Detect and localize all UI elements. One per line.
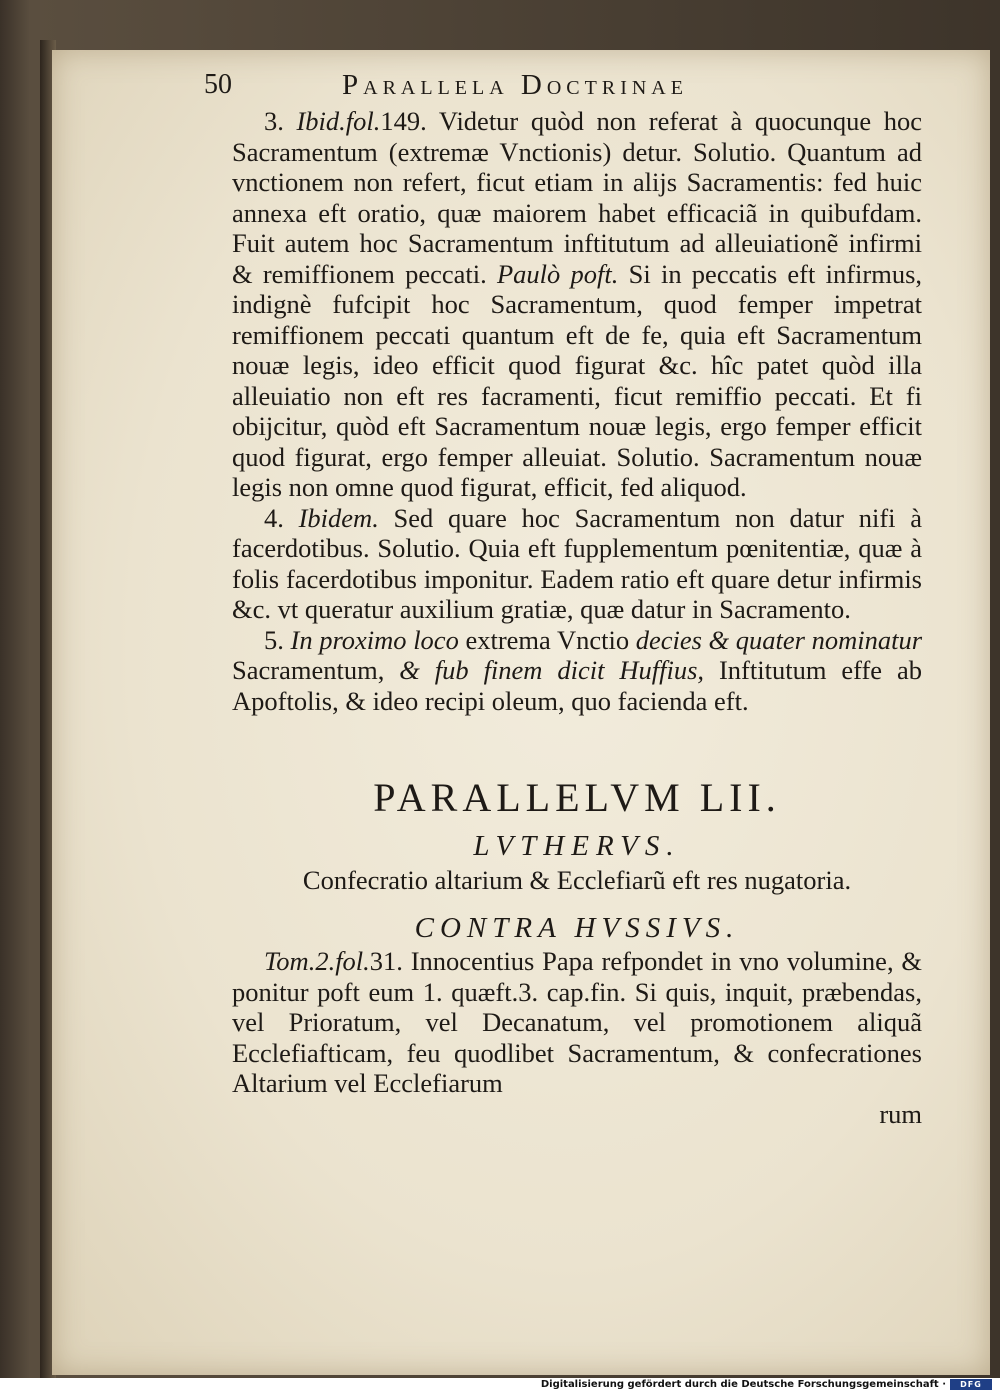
item-reference: Ibidem. <box>298 502 379 533</box>
running-title: Parallela Doctrinae <box>342 69 688 101</box>
item-text: 149. Videtur quòd non referat à quocunque hoc Sacramentum (extremæ Vnctionis) detur. Solutio. Quantum ad vnctionem non refert, ficut etiam in alijs Sacramentis: fed huic annexa eft oratio, quæ maiorem habet efficaciã in quibufdam. Fuit autem hoc Sacramentum inftitutum ad alleuiationẽ infirmi & remiffionem peccati. <box>232 106 923 289</box>
item-reference: In proximo loco <box>290 624 459 655</box>
paragraph-3 <box>232 106 922 503</box>
item-number: 3. <box>264 106 284 136</box>
section-body <box>232 946 922 1099</box>
page-number: 50 <box>204 69 232 100</box>
paragraph-5 <box>232 625 922 717</box>
item-reference: Ibid.fol. <box>296 106 381 136</box>
section-title: PARALLELVM LII. <box>373 775 781 820</box>
item-text: extrema Vnctio <box>458 624 636 655</box>
paragraph-4 <box>232 503 922 625</box>
item-text: Sed quare hoc Sacramentum non datur nifi à facerdotibus. Solutio. Quia eft fupplementum pœnitentiæ, quæ à folis facerdotibus imponitur. Eadem ratio eft quare detur infirmis &c. vt queratur auxilium gratiæ, quæ datur in Sacramento. <box>232 502 922 624</box>
item-reference-3: & fub finem dicit Huffius, <box>399 655 705 685</box>
dfg-logo: DFG <box>950 1379 992 1390</box>
text-block <box>204 68 923 1129</box>
item-text-2: Sacramentum, <box>232 655 400 685</box>
item-number: 4. <box>264 502 284 533</box>
footer-credit: Digitalisierung gefördert durch die Deutsche Forschungsgemeinschaft · <box>540 1379 946 1390</box>
body-text: 31. Innocentius Papa refpondet in vno volumine, & ponitur poft eum 1. quæft.3. cap.fin. Si quis, inquit, præbendas, vel Prioratum, vel Decanatum, vel promotionem aliquã Ecclefiafticam, feu quodlibet Sacramentum, & confecrationes Altarium vel Ecclefiarum <box>232 946 922 1098</box>
contra-heading: CONTRA HVSSIVS. <box>414 912 740 944</box>
thesis-line: Confecratio altarium & Ecclefiarũ eft res nugatoria. <box>302 865 852 895</box>
item-reference-2: Paulò poft. <box>496 258 619 289</box>
catchword: rum <box>879 1098 922 1129</box>
item-number: 5. <box>264 624 284 655</box>
author-heading: LVTHERVS. <box>473 830 681 862</box>
body-reference: Tom.2.fol. <box>264 946 370 976</box>
item-text-3: Inftitutum effe ab Apoftolis, & ideo recipi oleum, quo facienda eft. <box>232 655 922 716</box>
running-head <box>204 68 922 106</box>
item-text-2: Si in peccatis eft infirmus, indignè fufcipit hoc Sacramentum, quod femper impetrat remiffionem peccati quantum eft de fe, quia eft Sacramentum nouæ legis, ideo efficit quod figurat &c. hîc patet quòd illa alleuiatio non eft res facramenti, ficut remiffio peccati. Et fi obijcitur, quòd eft Sacramentum nouæ legis, ergo femper efficit quod figurat, ergo femper alleuiat. Solutio. Sacramentum nouæ legis non omne quod figurat, efficit, fed aliquod. <box>232 258 923 502</box>
footer-strip <box>0 1378 1000 1391</box>
item-reference-2: decies & quater nominatur <box>635 624 923 655</box>
